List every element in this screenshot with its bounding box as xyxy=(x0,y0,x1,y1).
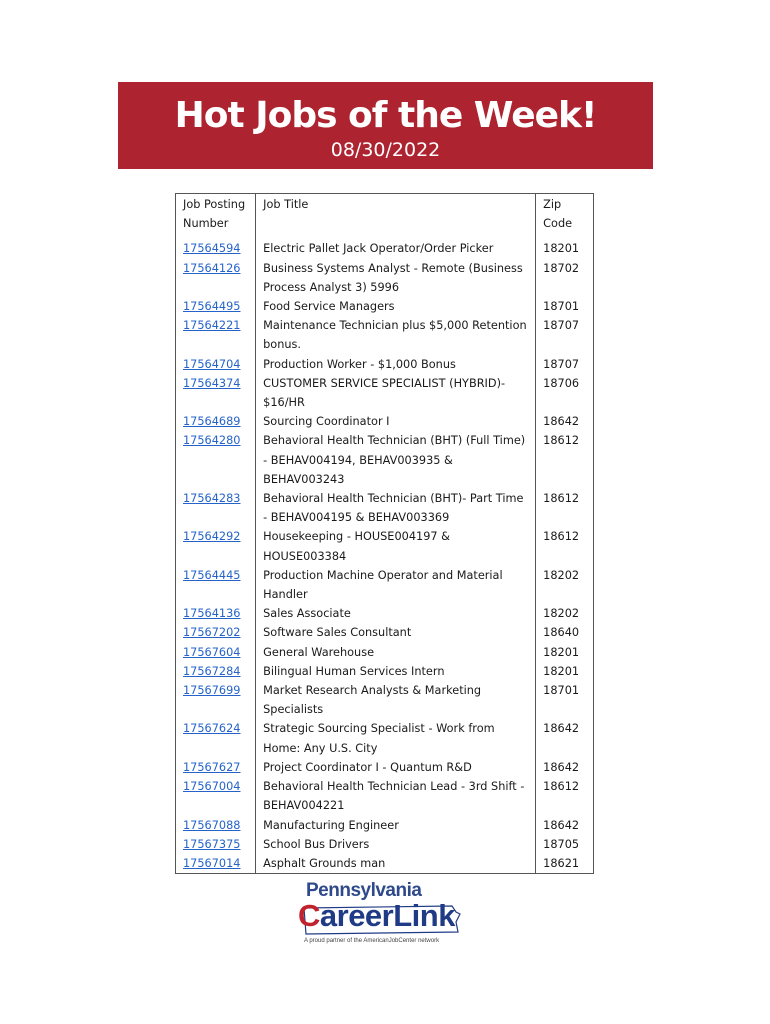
zip-code-cell: 18705 xyxy=(536,835,594,854)
job-posting-number-cell xyxy=(176,355,256,374)
logo-tagline: A proud partner of the AmericanJobCenter network xyxy=(304,938,440,944)
zip-code-cell: 18201 xyxy=(536,662,594,681)
table-row xyxy=(176,297,594,316)
job-posting-link[interactable]: 17567604 xyxy=(183,645,241,659)
job-posting-link[interactable]: 17564283 xyxy=(183,492,241,506)
zip-code-cell: 18642 xyxy=(536,412,594,431)
job-posting-number-cell xyxy=(176,489,256,527)
job-posting-number-cell xyxy=(176,527,256,565)
zip-code-cell: 18707 xyxy=(536,316,594,354)
table-row xyxy=(176,681,594,719)
zip-code-cell: 18612 xyxy=(536,431,594,489)
job-posting-link[interactable]: 17567624 xyxy=(183,722,241,736)
page-date: 08/30/2022 xyxy=(330,139,441,161)
job-title-cell: Production Worker - $1,000 Bonus xyxy=(256,355,536,374)
zip-code-cell: 18702 xyxy=(536,259,594,297)
job-title-cell: School Bus Drivers xyxy=(256,835,536,854)
job-posting-number-cell xyxy=(176,816,256,835)
table-row xyxy=(176,316,594,354)
job-posting-number-cell xyxy=(176,777,256,815)
jobs-table-body xyxy=(176,239,594,873)
zip-code-cell: 18201 xyxy=(536,643,594,662)
table-row xyxy=(176,719,594,757)
job-posting-link[interactable]: 17564136 xyxy=(183,607,241,621)
job-title-cell: Asphalt Grounds man xyxy=(256,854,536,874)
table-row xyxy=(176,431,594,489)
job-posting-link[interactable]: 17564221 xyxy=(183,319,241,333)
zip-code-cell: 18706 xyxy=(536,374,594,412)
job-posting-number-cell xyxy=(176,623,256,642)
table-row xyxy=(176,412,594,431)
zip-code-cell: 18707 xyxy=(536,355,594,374)
table-row xyxy=(176,816,594,835)
job-posting-number-cell xyxy=(176,431,256,489)
header-banner xyxy=(118,82,653,169)
job-posting-link[interactable]: 17564445 xyxy=(183,568,241,582)
header-zip-code: Zip Code xyxy=(536,194,594,240)
zip-code-cell: 18642 xyxy=(536,816,594,835)
job-title-cell: Bilingual Human Services Intern xyxy=(256,662,536,681)
job-posting-number-cell xyxy=(176,374,256,412)
job-posting-link[interactable]: 17564374 xyxy=(183,376,241,390)
job-posting-number-cell xyxy=(176,681,256,719)
table-row xyxy=(176,259,594,297)
job-posting-link[interactable]: 17567014 xyxy=(183,856,241,870)
job-posting-link[interactable]: 17567627 xyxy=(183,760,241,774)
job-posting-link[interactable]: 17564704 xyxy=(183,357,241,371)
job-title-cell: Housekeeping - HOUSE004197 & HOUSE003384 xyxy=(256,527,536,565)
zip-code-cell: 18640 xyxy=(536,623,594,642)
careerlink-logo xyxy=(296,880,471,952)
job-posting-number-cell xyxy=(176,854,256,874)
job-posting-number-cell xyxy=(176,239,256,258)
header-job-posting-number: Job Posting Number xyxy=(176,194,256,240)
job-title-cell: Software Sales Consultant xyxy=(256,623,536,642)
page-title: Hot Jobs of the Week! xyxy=(174,95,597,136)
zip-code-cell: 18612 xyxy=(536,489,594,527)
job-posting-link[interactable]: 17567375 xyxy=(183,837,241,851)
table-row xyxy=(176,604,594,623)
table-row xyxy=(176,566,594,604)
zip-code-cell: 18202 xyxy=(536,604,594,623)
job-title-cell: CUSTOMER SERVICE SPECIALIST (HYBRID)- $16/HR xyxy=(256,374,536,412)
job-title-cell: Electric Pallet Jack Operator/Order Picker xyxy=(256,239,536,258)
table-row xyxy=(176,662,594,681)
zip-code-cell: 18621 xyxy=(536,854,594,874)
job-posting-number-cell xyxy=(176,259,256,297)
job-title-cell: General Warehouse xyxy=(256,643,536,662)
table-row xyxy=(176,854,594,874)
job-title-cell: Strategic Sourcing Specialist - Work from Home: Any U.S. City xyxy=(256,719,536,757)
job-posting-link[interactable]: 17567202 xyxy=(183,626,241,640)
job-title-cell: Production Machine Operator and Material Handler xyxy=(256,566,536,604)
zip-code-cell: 18612 xyxy=(536,527,594,565)
job-title-cell: Sourcing Coordinator I xyxy=(256,412,536,431)
job-posting-link[interactable]: 17564280 xyxy=(183,434,241,448)
job-posting-link[interactable]: 17564689 xyxy=(183,415,241,429)
table-row xyxy=(176,777,594,815)
job-posting-link[interactable]: 17564594 xyxy=(183,242,241,256)
zip-code-cell: 18642 xyxy=(536,719,594,757)
job-posting-link[interactable]: 17567088 xyxy=(183,818,241,832)
job-posting-link[interactable]: 17567284 xyxy=(183,664,241,678)
logo-top-text: Pennsylvania xyxy=(306,880,422,901)
job-posting-number-cell xyxy=(176,412,256,431)
job-title-cell: Sales Associate xyxy=(256,604,536,623)
job-posting-number-cell xyxy=(176,566,256,604)
job-title-cell: Project Coordinator I - Quantum R&D xyxy=(256,758,536,777)
job-title-cell: Behavioral Health Technician (BHT) (Full Time) - BEHAV004194, BEHAV003935 & BEHAV003243 xyxy=(256,431,536,489)
table-row xyxy=(176,527,594,565)
job-posting-number-cell xyxy=(176,758,256,777)
job-posting-number-cell xyxy=(176,604,256,623)
logo-main-text xyxy=(298,898,455,934)
job-title-cell: Manufacturing Engineer xyxy=(256,816,536,835)
zip-code-cell: 18612 xyxy=(536,777,594,815)
table-row xyxy=(176,239,594,258)
table-row xyxy=(176,758,594,777)
header-job-title: Job Title xyxy=(256,194,536,240)
logo-main-c: C xyxy=(298,898,320,933)
job-title-cell: Food Service Managers xyxy=(256,297,536,316)
table-row xyxy=(176,355,594,374)
job-posting-number-cell xyxy=(176,719,256,757)
job-posting-number-cell xyxy=(176,662,256,681)
jobs-table xyxy=(175,193,594,874)
job-title-cell: Behavioral Health Technician Lead - 3rd Shift - BEHAV004221 xyxy=(256,777,536,815)
job-title-cell: Behavioral Health Technician (BHT)- Part Time - BEHAV004195 & BEHAV003369 xyxy=(256,489,536,527)
job-title-cell: Business Systems Analyst - Remote (Business Process Analyst 3) 5996 xyxy=(256,259,536,297)
table-row xyxy=(176,623,594,642)
logo-main-rest: areerLink xyxy=(319,898,455,933)
job-posting-link[interactable]: 17567004 xyxy=(183,780,241,794)
job-posting-link[interactable]: 17564495 xyxy=(183,300,241,314)
job-posting-number-cell xyxy=(176,297,256,316)
table-header-row xyxy=(176,194,594,240)
table-row xyxy=(176,374,594,412)
job-posting-number-cell xyxy=(176,316,256,354)
zip-code-cell: 18701 xyxy=(536,681,594,719)
job-posting-number-cell xyxy=(176,835,256,854)
zip-code-cell: 18202 xyxy=(536,566,594,604)
zip-code-cell: 18201 xyxy=(536,239,594,258)
table-row xyxy=(176,835,594,854)
job-posting-link[interactable]: 17564126 xyxy=(183,261,241,275)
job-posting-number-cell xyxy=(176,643,256,662)
job-posting-link[interactable]: 17564292 xyxy=(183,530,241,544)
job-posting-link[interactable]: 17567699 xyxy=(183,684,241,698)
job-title-cell: Maintenance Technician plus $5,000 Retention bonus. xyxy=(256,316,536,354)
table-row xyxy=(176,643,594,662)
zip-code-cell: 18642 xyxy=(536,758,594,777)
job-title-cell: Market Research Analysts & Marketing Specialists xyxy=(256,681,536,719)
zip-code-cell: 18701 xyxy=(536,297,594,316)
table-row xyxy=(176,489,594,527)
